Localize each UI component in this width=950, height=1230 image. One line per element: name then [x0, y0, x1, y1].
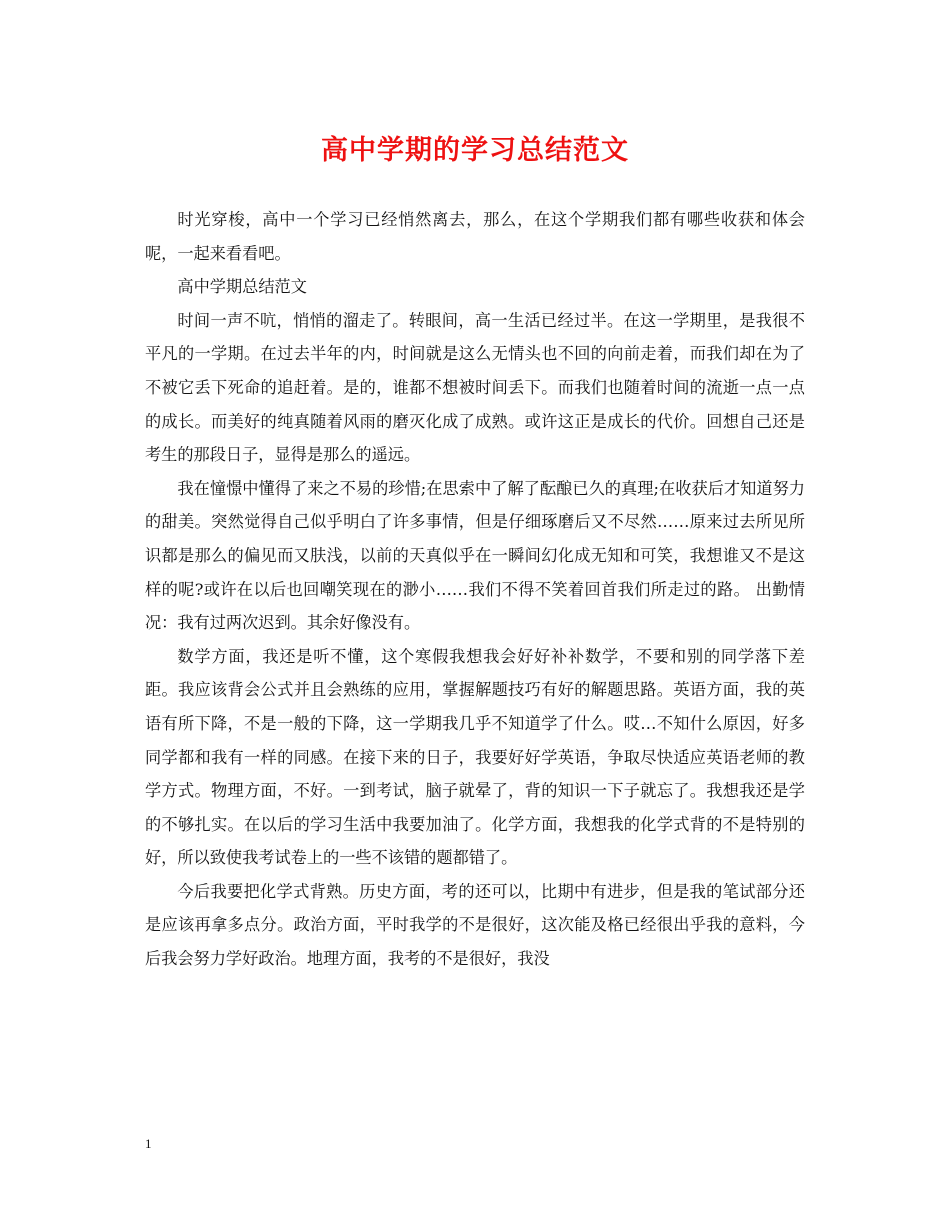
- paragraph-time: 时间一声不吭，悄悄的溜走了。转眼间，高一生活已经过半。在这一学期里，是我很不平凡的一学期。在过去半年的内，时间就是这么无情头也不回的向前走着，而我们却在为了不被它丢下死命的追赶着。是的，谁都不想被时间丢下。而我们也随着时间的流逝一点一点的成长。而美好的纯真随着风雨的磨灭化成了成熟。或许这正是成长的代价。回想自己还是考生的那段日子，显得是那么的遥远。: [145, 310, 805, 465]
- paragraph-plans: 今后我要把化学式背熟。历史方面，考的还可以，比期中有进步，但是我的笔试部分还是应该再拿多点分。政治方面，平时我学的不是很好，这次能及格已经很出乎我的意料，今后我会努力学好政治。地理方面，我考的不是很好，我没: [145, 881, 805, 969]
- paragraph-subheading: 高中学期总结范文: [177, 277, 307, 297]
- page-number: 1: [145, 1136, 152, 1151]
- document-body: [145, 203, 805, 976]
- page-title: 高中学期的学习总结范文: [321, 135, 629, 166]
- paragraph-subjects: 数学方面，我还是听不懂，这个寒假我想我会好好补补数学，不要和别的同学落下差距。我应该背会公式并且会熟练的应用，掌握解题技巧有好的解题思路。英语方面，我的英语有所下降，不是一般的下降，这一学期我几乎不知道学了什么。哎…不知什么原因，好多同学都和我有一样的同感。在接下来的日子，我要好好学英语，争取尽快适应英语老师的教学方式。物理方面，不好。一到考试，脑子就晕了，背的知识一下子就忘了。我想我还是学的不够扎实。在以后的学习生活中我要加油了。化学方面，我想我的化学式背的不是特别的好，所以致使我考试卷上的一些不该错的题都错了。: [145, 646, 805, 868]
- paragraph-reflection: 我在憧憬中懂得了来之不易的珍惜;在思索中了解了酝酿已久的真理;在收获后才知道努力的甜美。突然觉得自己似乎明白了许多事情，但是仔细琢磨后又不尽然……原来过去所见所识都是那么的偏见而又肤浅，以前的天真似乎在一瞬间幻化成无知和可笑，我想谁又不是这样的呢?或许在以后也回嘲笑现在的渺小……我们不得不笑着回首我们所走过的路。 出勤情况：我有过两次迟到。其余好像没有。: [145, 478, 805, 633]
- paragraph-intro: 时光穿梭，高中一个学习已经悄然离去，那么，在这个学期我们都有哪些收获和体会呢，一起来看看吧。: [145, 210, 805, 263]
